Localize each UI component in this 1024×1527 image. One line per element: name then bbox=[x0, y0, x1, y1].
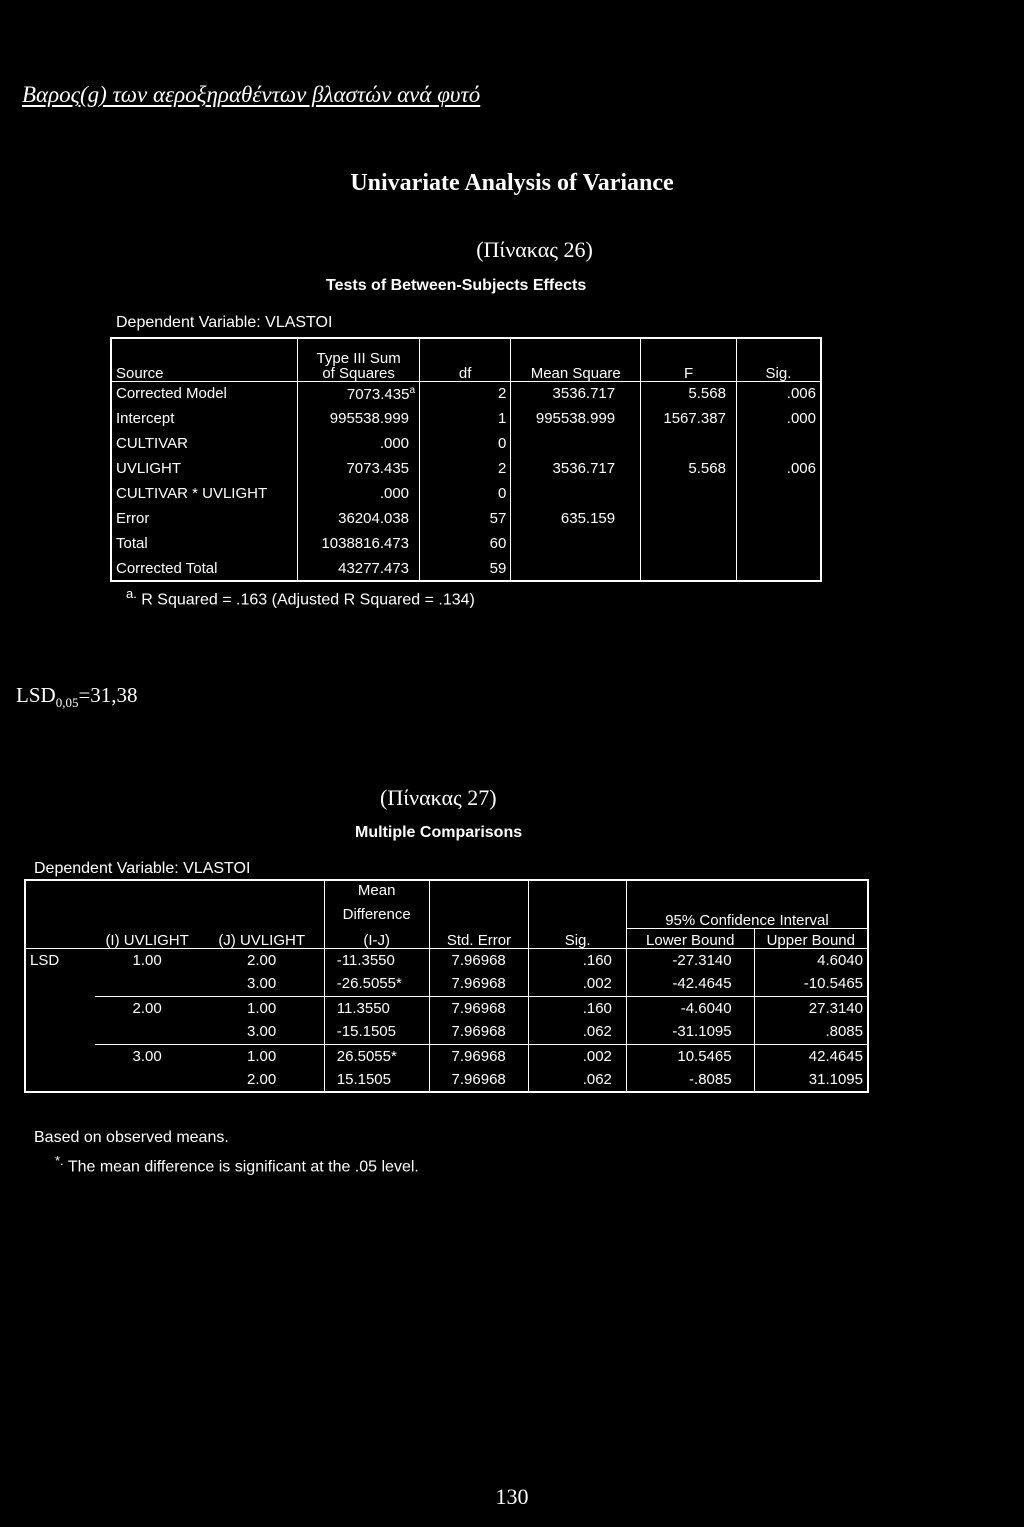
ms-cell: 995538.999 bbox=[511, 406, 641, 431]
comparison-row bbox=[25, 996, 868, 1020]
ss-cell: .000 bbox=[298, 431, 420, 456]
df-cell: 59 bbox=[420, 556, 511, 581]
ms-cell bbox=[511, 556, 641, 581]
anova-table bbox=[110, 337, 822, 582]
f-cell bbox=[641, 556, 737, 581]
sig-cell bbox=[736, 556, 821, 581]
i-cell: 3.00 bbox=[95, 1044, 200, 1068]
source-cell: UVLIGHT bbox=[111, 456, 298, 481]
col-ci: 95% Confidence Interval bbox=[626, 900, 868, 928]
upper-bound-cell: 31.1095 bbox=[808, 1071, 863, 1088]
method-cell bbox=[25, 1020, 95, 1044]
anova-header-row bbox=[111, 338, 821, 381]
col-ms: Mean Square bbox=[511, 338, 641, 381]
col-df: df bbox=[420, 338, 511, 381]
anova-row bbox=[111, 506, 821, 531]
f-cell: 1567.387 bbox=[641, 406, 737, 431]
method-cell bbox=[25, 1068, 95, 1092]
df-cell: 2 bbox=[420, 381, 511, 406]
mean-diff-cell: 26.5055* bbox=[324, 1044, 429, 1068]
source-cell: CULTIVAR * UVLIGHT bbox=[111, 481, 298, 506]
i-cell bbox=[95, 1068, 200, 1092]
source-cell: Total bbox=[111, 531, 298, 556]
ms-cell: 3536.717 bbox=[511, 381, 641, 406]
i-cell: 1.00 bbox=[132, 951, 162, 969]
sig-cell: .062 bbox=[529, 1068, 627, 1092]
ss-cell: 7073.435 bbox=[298, 456, 420, 481]
ss-cell: 36204.038 bbox=[298, 506, 420, 531]
comparisons-note-1: Based on observed means. bbox=[34, 1129, 229, 1146]
col-upper: Upper Bound bbox=[754, 928, 868, 948]
mean-diff-cell: 11.3550 bbox=[324, 996, 429, 1020]
anova-footnote: $^{a.}$ R Squared = .163 (Adjusted R Squared = .134) bbox=[126, 586, 475, 609]
col-ss: Type III Sum of Squares bbox=[298, 338, 420, 381]
f-cell: 5.568 bbox=[641, 456, 737, 481]
sig-cell bbox=[736, 531, 821, 556]
method-cell bbox=[25, 1044, 95, 1068]
sig-cell bbox=[736, 431, 821, 456]
anova-subtitle: Tests of Between-Subjects Effects bbox=[326, 277, 587, 294]
comparisons-table bbox=[24, 879, 869, 1093]
ms-cell bbox=[511, 431, 641, 456]
anova-title: Univariate Analysis of Variance bbox=[350, 170, 674, 196]
ss-cell: 995538.999 bbox=[298, 406, 420, 431]
upper-bound-cell: 42.4645 bbox=[754, 1044, 868, 1068]
col-md-line2: Difference bbox=[324, 900, 429, 928]
sig-cell: .002 bbox=[529, 1044, 627, 1068]
lower-bound-cell: 10.5465 bbox=[626, 1044, 754, 1068]
comparison-row bbox=[25, 972, 868, 996]
upper-bound-cell: 27.3140 bbox=[754, 996, 868, 1020]
df-cell: 0 bbox=[420, 481, 511, 506]
anova-row bbox=[111, 531, 821, 556]
footnote-marker: a bbox=[409, 384, 416, 396]
sig-cell: .160 bbox=[529, 948, 627, 972]
method-cell bbox=[25, 972, 95, 996]
anova-row bbox=[111, 456, 821, 481]
sig-cell: .006 bbox=[786, 460, 816, 477]
sig-cell: .002 bbox=[529, 972, 627, 996]
col-sig: Sig. bbox=[529, 928, 627, 948]
ms-cell: 635.159 bbox=[511, 506, 641, 531]
col-sig: Sig. bbox=[736, 338, 821, 381]
lsd-value: $LSD_{0,05}=31,38$ bbox=[16, 683, 138, 711]
anova-row bbox=[111, 431, 821, 456]
table-26-caption: (Πίνακας 26) bbox=[476, 237, 593, 262]
anova-row bbox=[111, 556, 821, 581]
j-cell: 1.00 bbox=[200, 996, 325, 1020]
std-error-cell: 7.96968 bbox=[429, 1044, 529, 1068]
sig-cell bbox=[736, 506, 821, 531]
comparisons-subtitle: Multiple Comparisons bbox=[355, 824, 523, 841]
col-md-line3: (I-J) bbox=[324, 928, 429, 948]
ms-cell bbox=[511, 481, 641, 506]
comparisons-note-2: *. The mean difference is significant at the .05 level. bbox=[55, 1153, 419, 1176]
f-cell bbox=[641, 506, 737, 531]
comparison-row bbox=[25, 1068, 868, 1092]
std-error-cell: 7.96968 bbox=[429, 1068, 529, 1092]
table-27-caption: (Πίνακας 27) bbox=[380, 785, 497, 810]
upper-bound-cell: 4.6040 bbox=[817, 951, 863, 969]
sig-cell: .000 bbox=[786, 410, 816, 427]
source-cell: Corrected Model bbox=[111, 381, 298, 406]
i-cell bbox=[95, 1020, 200, 1044]
col-lower: Lower Bound bbox=[626, 928, 754, 948]
lower-bound-cell: -4.6040 bbox=[626, 996, 754, 1020]
std-error-cell: 7.96968 bbox=[429, 972, 529, 996]
method-cell: LSD bbox=[30, 951, 60, 969]
source-cell: Intercept bbox=[111, 406, 298, 431]
upper-bound-cell: .8085 bbox=[825, 1023, 863, 1041]
anova-row bbox=[111, 481, 821, 506]
lower-bound-cell: -.8085 bbox=[626, 1068, 754, 1092]
lower-bound-cell: -31.1095 bbox=[626, 1020, 754, 1044]
mean-diff-cell: -15.1505 bbox=[324, 1020, 429, 1044]
comparisons-dependent-variable: Dependent Variable: VLASTOI bbox=[34, 860, 251, 877]
method-cell bbox=[25, 996, 95, 1020]
std-error-cell: 7.96968 bbox=[429, 1020, 529, 1044]
df-cell: 60 bbox=[420, 531, 511, 556]
col-source: Source bbox=[111, 338, 298, 381]
col-j: (J) UVLIGHT bbox=[200, 928, 325, 948]
source-cell: Error bbox=[111, 506, 298, 531]
anova-row bbox=[111, 406, 821, 431]
std-error-cell: 7.96968 bbox=[429, 948, 529, 972]
col-f: F bbox=[641, 338, 737, 381]
page-header: Βαρος(g) των αεροξηραθέντων βλαστών ανά φυτό bbox=[22, 82, 481, 107]
ss-cell: 1038816.473 bbox=[298, 531, 420, 556]
j-cell: 1.00 bbox=[200, 1044, 325, 1068]
mean-diff-cell: 15.1505 bbox=[324, 1068, 429, 1092]
df-cell: 0 bbox=[420, 431, 511, 456]
anova-row bbox=[111, 381, 821, 406]
i-cell bbox=[95, 972, 200, 996]
upper-bound-cell: -10.5465 bbox=[803, 975, 863, 993]
lower-bound-cell: -42.4645 bbox=[626, 972, 754, 996]
source-cell: Corrected Total bbox=[111, 556, 298, 581]
ms-cell: 3536.717 bbox=[511, 456, 641, 481]
sig-cell: .006 bbox=[786, 385, 816, 403]
col-md-line1: Mean bbox=[324, 880, 429, 900]
j-cell: 2.00 bbox=[200, 1068, 325, 1092]
source-cell: CULTIVAR bbox=[111, 431, 298, 456]
j-cell: 3.00 bbox=[200, 1020, 325, 1044]
f-cell bbox=[641, 431, 737, 456]
sig-cell: .160 bbox=[529, 996, 627, 1020]
col-se: Std. Error bbox=[429, 928, 529, 948]
f-cell bbox=[641, 481, 737, 506]
j-cell: 2.00 bbox=[200, 948, 325, 972]
page-number: 130 bbox=[495, 1484, 529, 1509]
anova-dependent-variable: Dependent Variable: VLASTOI bbox=[116, 314, 333, 331]
ms-cell bbox=[511, 531, 641, 556]
ss-cell: 7073.435$^a$ bbox=[298, 381, 420, 406]
mean-diff-cell: -26.5055* bbox=[324, 972, 429, 996]
j-cell: 3.00 bbox=[200, 972, 325, 996]
df-cell: 2 bbox=[420, 456, 511, 481]
std-error-cell: 7.96968 bbox=[429, 996, 529, 1020]
f-cell: 5.568 bbox=[641, 381, 737, 406]
ss-cell: .000 bbox=[298, 481, 420, 506]
ss-cell: 43277.473 bbox=[298, 556, 420, 581]
f-cell bbox=[641, 531, 737, 556]
comparisons-header-row bbox=[25, 928, 868, 948]
lower-bound-cell: -27.3140 bbox=[626, 948, 754, 972]
i-cell: 2.00 bbox=[95, 996, 200, 1020]
df-cell: 1 bbox=[420, 406, 511, 431]
df-cell: 57 bbox=[420, 506, 511, 531]
comparison-row bbox=[25, 1044, 868, 1068]
sig-cell: .062 bbox=[529, 1020, 627, 1044]
col-i: (I) UVLIGHT bbox=[95, 928, 200, 948]
mean-diff-cell: -11.3550 bbox=[324, 948, 429, 972]
comparison-row bbox=[25, 948, 868, 972]
comparison-row bbox=[25, 1020, 868, 1044]
sig-cell bbox=[736, 481, 821, 506]
